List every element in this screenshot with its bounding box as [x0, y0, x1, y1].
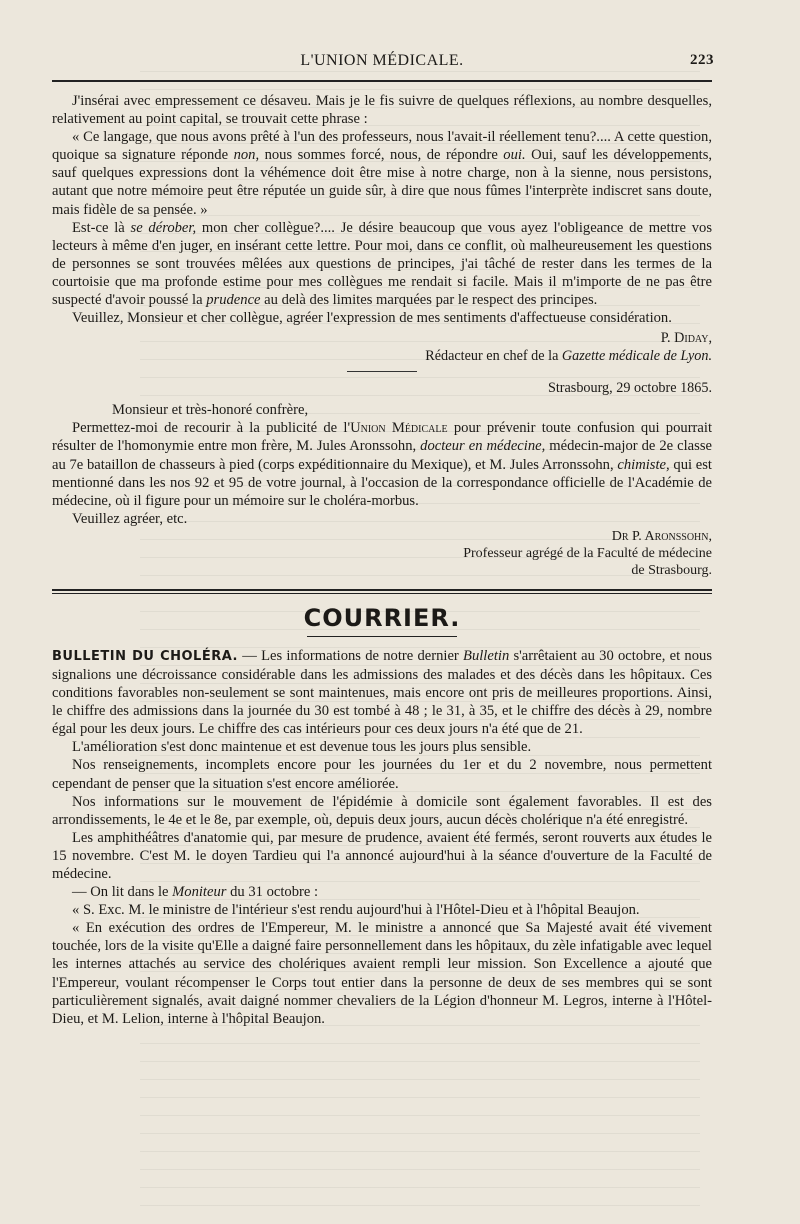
signature-title: Rédacteur en chef de la Gazette médicale de Lyon. — [425, 348, 712, 365]
paragraph: — On lit dans le Moniteur du 31 octobre : — [72, 884, 319, 901]
paragraph-bulletin: BULLETIN DU CHOLÉRA. — Les informations de notre dernier Bulletin s'arrêtaient au 30 octobre, et nous signalions une décroissance considérable dans les admissions des malades et des décès dans les hôpitaux. Ces conditions favorables non-seulement se sont maintenues, mais encore ont pris de meilleures proportions. Ainsi, le chiffre des admissions dans la journée du 30 est tombé à 48 ; le 31, à 35, et le chiffre des décès à 29, nombre égal pour les deux jours. Le chiffre des cas intérieurs pour ces deux jours n'a été que de 21. — [52, 647, 712, 738]
paragraph: Veuillez, Monsieur et cher collègue, agréer l'expression de mes sentiments d'affectueuse considération. — [72, 310, 672, 327]
paragraph: Permettez-moi de recourir à la publicité de l'Union Médicale pour prévenir toute confusion qui pourrait résulter de l'homonymie entre mon frère, M. Jules Aronssohn, docteur en médecine, médecin-major de 2e classe au 7e bataillon de chasseurs à pied (corps expéditionnaire du Mexique), et M. Jules Arronssohn, chimiste, qui est mentionné dans les nos 92 et 95 de votre journal, à l'occasion de la correspondance officielle de l'Académie de médecine, où il figure pour un mémoire sur le choléra-morbus. — [52, 420, 713, 509]
running-head — [52, 52, 712, 74]
journal-title: L'UNION MÉDICALE. — [300, 52, 464, 69]
page-number: 223 — [690, 52, 714, 68]
closing: Veuillez agréer, etc. — [72, 510, 188, 527]
courrier-section — [52, 647, 712, 1028]
title-rule — [307, 636, 457, 637]
signature-place: de Strasbourg. — [631, 562, 712, 578]
separator-rule — [347, 371, 417, 372]
header-rule — [52, 80, 712, 82]
paragraph: Nos informations sur le mouvement de l'épidémie à domicile sont également favorables. Il est des arrondissements, le 4e et le 8e, par exemple, où, depuis deux jours, aucun décès cholérique n'a été enregistré. — [52, 793, 712, 828]
paragraph: J'insérai avec empressement ce désaveu. Mais je le fis suivre de quelques réflexions, au nombre desquelles, relativement au point capital, se trouvait cette phrase : — [52, 93, 712, 128]
signature-block — [52, 528, 712, 579]
paragraph-quote: « Ce langage, que nous avons prêté à l'un des professeurs, nous l'avait-il réellement tenu?.... A cette question, quoique sa signature réponde non, nous sommes forcé, nous, de répondre oui. Oui, sauf les développements, sauf quelques expressions dont la véhémence doit être mise à notre charge, non à la sienne, nous persistons, autant que notre mémoire peut être réputée un guide sûr, à dire que nous fûmes l'interprète indiscret sans doute, mais fidèle de sa pensée. » — [52, 129, 713, 218]
paragraph: Les amphithéâtres d'anatomie qui, par mesure de prudence, avaient été fermés, seront rouverts aux études le 15 novembre. C'est M. le doyen Tardieu qui l'a annoncé aujourd'hui à la séance d'ouverture de la Faculté de médecine. — [52, 829, 712, 882]
runin-heading: BULLETIN DU CHOLÉRA. — [52, 648, 238, 664]
salutation: Monsieur et très-honoré confrère, — [112, 402, 309, 419]
signature-name: P. Diday, — [660, 330, 712, 347]
letter-diday — [52, 92, 712, 365]
section-divider — [52, 589, 712, 594]
paragraph: L'amélioration s'est donc maintenue et est devenue tous les jours plus sensible. — [72, 739, 532, 756]
signature-name: Dr P. Aronssohn, — [611, 528, 712, 544]
paragraph: « En exécution des ordres de l'Empereur, M. le ministre a annoncé que Sa Majesté avait été vivement touchée, lors de la visite qu'Elle a daigné faire personnellement dans les hôpitaux, du zèle infatigable avec lequel les internes attachés au service des cholériques avaient rempli leur mission. Son Excellence a ajouté que l'Empereur, voulant récompenser le Corps tout entier dans la personne de deux de ses membres qui se sont particulièrement signalés, avait daigné nommer chevaliers de la Légion d'honneur M. Legros, interne à l'Hôtel-Dieu, et M. Lelion, interne à l'hôpital Beaujon. — [52, 920, 712, 1027]
paragraph: « S. Exc. M. le ministre de l'intérieur s'est rendu aujourd'hui à l'Hôtel-Dieu et à l'hôpital Beaujon. — [72, 902, 640, 919]
letter-aronssohn — [52, 380, 712, 579]
signature-title: Professeur agrégé de la Faculté de médecine — [463, 545, 712, 561]
paragraph: Nos renseignements, incomplets encore pour les journées du 1er et du 2 novembre, nous permettent cependant de penser que la situation s'est encore améliorée. — [52, 757, 712, 792]
paragraph: Est-ce là se dérober, mon cher collègue?.... Je désire beaucoup que vous ayez l'obligeance de mettre vos lecteurs à même d'en juger, en insérant cette lettre. Pour moi, dans ce conflit, où malheureusement les questions de personnes se sont trouvées mêlées aux questions de principes, j'ai tâché de rester dans les termes de la courtoisie que ma profonde estime pour mes collègues me rendait si facile. Mais il m'importe de ne pas être suspecté d'avoir poussé la prudence au delà des limites marquées par le respect des principes. — [52, 219, 713, 309]
letter-date: Strasbourg, 29 octobre 1865. — [547, 380, 712, 397]
section-title: COURRIER. — [303, 603, 461, 632]
